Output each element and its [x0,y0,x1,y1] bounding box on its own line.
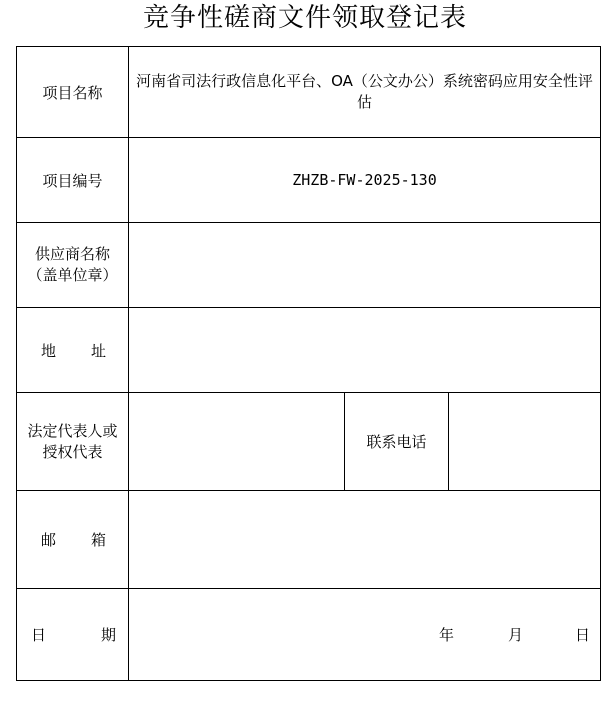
form-title: 竞争性磋商文件领取登记表 [142,3,467,33]
project-name-label: 项目名称 [17,47,129,138]
project-number-value: ZHZB-FW-2025-130 [129,138,601,223]
row-address [17,308,601,393]
date-year-label: 年 [438,626,454,644]
email-label: 邮 箱 [17,491,129,589]
phone-value-field[interactable] [449,393,601,491]
address-label: 地 址 [17,308,129,393]
date-month-label: 月 [507,626,523,644]
project-name-value: 河南省司法行政信息化平台、OA（公文办公）系统密码应用安全性评估 [129,47,601,138]
date-label: 日 期 [17,589,129,681]
phone-label: 联系电话 [345,393,449,491]
registration-form-table [16,46,601,681]
supplier-label: 供应商名称 （盖单位章） [17,223,129,308]
row-legal-rep [17,393,601,491]
legal-rep-label: 法定代表人或 授权代表 [17,393,129,491]
email-value-field[interactable] [129,491,601,589]
row-email [17,491,601,589]
date-day-label: 日 [575,626,591,644]
address-value-field[interactable] [129,308,601,393]
supplier-value-field[interactable] [129,223,601,308]
date-value-field[interactable] [129,589,601,681]
legal-rep-value-field[interactable] [129,393,345,491]
project-number-label: 项目编号 [17,138,129,223]
row-supplier [17,223,601,308]
row-project-number [17,138,601,223]
row-project-name [17,47,601,138]
row-date [17,589,601,681]
